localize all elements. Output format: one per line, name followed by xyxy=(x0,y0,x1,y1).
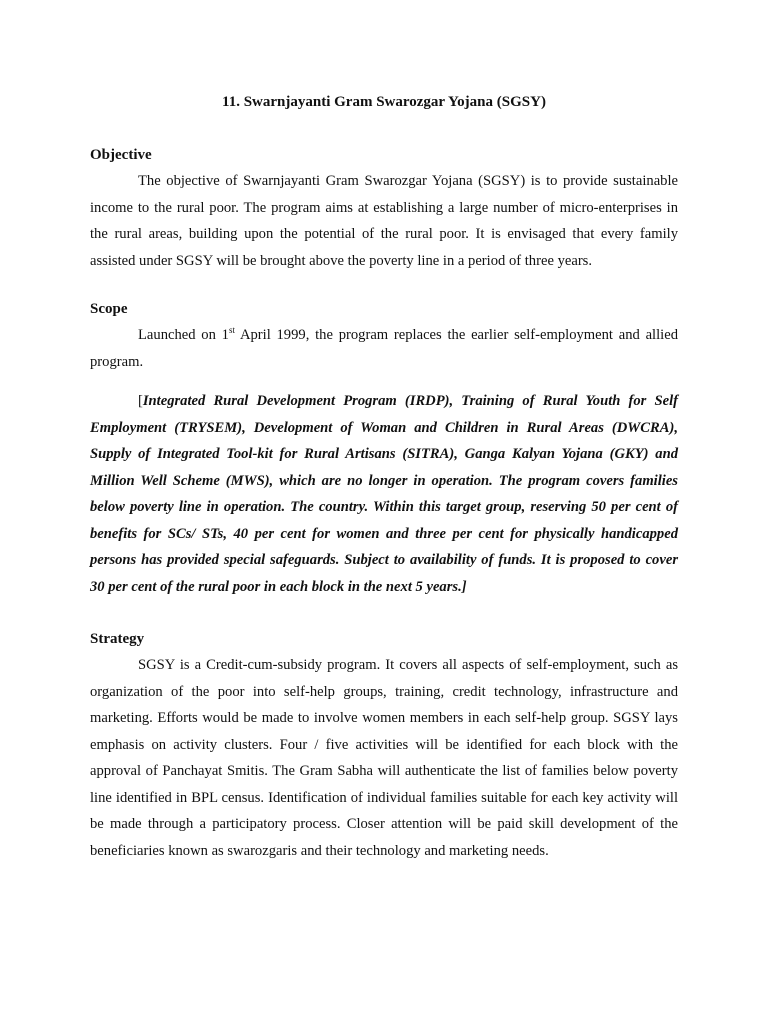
bracket-open: [ xyxy=(138,393,143,409)
scope-superscript: st xyxy=(228,325,235,336)
document-title: 11. Swarnjayanti Gram Swarozgar Yojana (SGSY) xyxy=(222,94,546,110)
scope-text-start: Launched on 1 xyxy=(138,327,229,343)
document-page xyxy=(90,86,678,864)
scope-bracket-text: Integrated Rural Development Program (IRDP), Training of Rural Youth for Self Employment (TRYSEM), Development of Woman and Children in Rural Areas (DWCRA), Supply of Integrated Tool-kit for Rural Artisans (SITRA), Ganga Kalyan Yojana (GKY) and Million Well Scheme (MWS), which are no longer in operation. The program covers families below poverty line in operation. The country. Within this target group, reserving 50 per cent of benefits for SCs/ STs, 40 per cent for women and three per cent for physically handicapped persons has provided special safeguards. Subject to availability of funds. It is proposed to cover 30 per cent of the rural poor in each block in the next 5 years.] xyxy=(90,393,678,595)
strategy-section xyxy=(90,626,678,864)
strategy-paragraph: SGSY is a Credit-cum-subsidy program. It covers all aspects of self-employment, such as organization of the poor into self-help groups, training, credit technology, infrastructure and marketing. Efforts would be made to involve women members in each self-help group. SGSY lays emphasis on activity clusters. Four / five activities will be identified for each block with the approval of Panchayat Smitis. The Gram Sabha will authenticate the list of families below poverty line identified in BPL census. Identification of individual families suitable for each key activity will be made through a participatory process. Closer attention will be paid skill development of the beneficiaries known as swarozgaris and their technology and marketing needs. xyxy=(90,657,678,859)
scope-section xyxy=(90,296,678,600)
objective-heading: Objective xyxy=(90,147,152,163)
scope-bracket-paragraph xyxy=(90,388,678,600)
strategy-heading: Strategy xyxy=(90,631,145,647)
objective-paragraph: The objective of Swarnjayanti Gram Swarozgar Yojana (SGSY) is to provide sustainable income to the rural poor. The program aims at establishing a large number of micro-enterprises in the rural areas, building upon the potential of the rural poor. It is envisaged that every family assisted under SGSY will be brought above the poverty line in a period of three years. xyxy=(90,173,678,269)
scope-text-end: April 1999, the program replaces the earlier self-employment and allied program. xyxy=(90,327,678,370)
objective-section xyxy=(90,142,678,274)
scope-paragraph xyxy=(90,322,678,375)
scope-heading: Scope xyxy=(90,301,128,317)
